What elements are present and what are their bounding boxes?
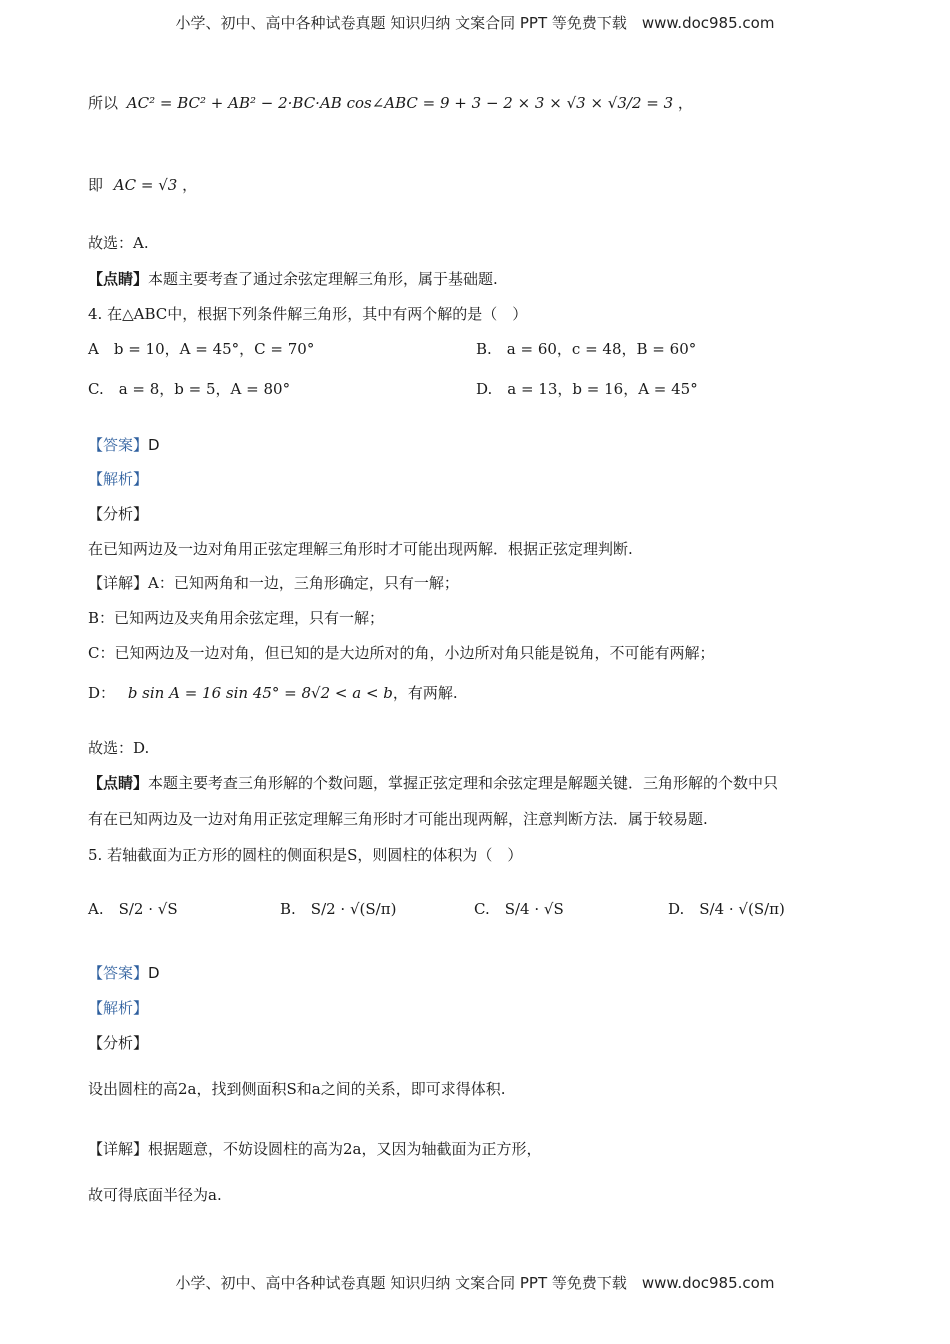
q4-detail-d-prefix: D： xyxy=(88,684,116,702)
q5-detail-2: 故可得底面半径为a. xyxy=(88,1186,222,1204)
q4-detail-d-math: b sin A = 16 sin 45° = 8√2 < a < b xyxy=(127,684,393,702)
q4-answer xyxy=(88,434,160,455)
q4-comment-text-1: 本题主要考查三角形解的个数问题，掌握正弦定理和余弦定理是解题关键．三角形解的个数中只 xyxy=(148,774,779,792)
q4-option-c: C. a = 8，b = 5，A = 80° xyxy=(88,380,291,398)
q5-answer-tag: 【答案】 xyxy=(88,964,149,982)
q5-option-d: D. S/4 · √(S/π) xyxy=(668,900,785,918)
page-header: 小学、初中、高中各种试卷真题 知识归纳 文案合同 PPT 等免费下载 www.doc985.com xyxy=(175,14,775,32)
q5-stem: 5. 若轴截面为正方形的圆柱的侧面积是S，则圆柱的体积为（ ） xyxy=(88,846,523,864)
q3-equation-line: 所以 AC² = BC² + AB² − 2·BC·AB cos∠ABC = 9 + 3 − 2 × 3 × √3 × √3/2 = 3 ， xyxy=(88,93,693,112)
q4-comment xyxy=(88,772,778,793)
q4-detail-a xyxy=(88,572,459,593)
q3-line2-math: AC = √3 xyxy=(113,176,178,194)
q5-detail-1 xyxy=(88,1138,542,1159)
q4-option-d: D. a = 13，b = 16，A = 45° xyxy=(476,380,698,398)
q4-detail-tag: 【详解】 xyxy=(88,574,149,592)
q4-comment-tag: 【点睛】 xyxy=(88,774,149,792)
q5-answer xyxy=(88,962,160,983)
q4-answer-tag: 【答案】 xyxy=(88,436,149,454)
q4-detail-a-text: A：已知两角和一边，三角形确定，只有一解； xyxy=(148,574,459,592)
q3-line1-prefix: 所以 xyxy=(88,94,119,112)
q5-answer-value: D xyxy=(148,964,160,982)
q4-detail-d-suffix: ，有两解. xyxy=(392,684,458,702)
q3-comment-tag: 【点睛】 xyxy=(88,270,149,288)
q3-comment-text: 本题主要考查了通过余弦定理解三角形，属于基础题. xyxy=(148,270,498,288)
q4-choose: 故选：D. xyxy=(88,739,150,757)
q3-result-line: 即 AC = √3 ， xyxy=(88,176,198,194)
q5-option-b: B. S/2 · √(S/π) xyxy=(280,900,397,918)
q4-answer-value: D xyxy=(148,436,160,454)
q3-line2-prefix: 即 xyxy=(88,176,104,194)
page-footer: 小学、初中、高中各种试卷真题 知识归纳 文案合同 PPT 等免费下载 www.doc985.com xyxy=(175,1274,775,1292)
q5-option-c: C. S/4 · √S xyxy=(474,900,564,918)
q3-choose: 故选：A. xyxy=(88,234,149,252)
q5-analysis-tag: 【解析】 xyxy=(88,999,149,1017)
q4-fenxi: 在已知两边及一边对角用正弦定理解三角形时才可能出现两解．根据正弦定理判断. xyxy=(88,540,633,558)
q4-option-b: B. a = 60，c = 48，B = 60° xyxy=(476,340,697,358)
q3-line1-math: AC² = BC² + AB² − 2·BC·AB cos∠ABC = 9 + 3 − 2 × 3 × √3 × √3/2 = 3 xyxy=(126,93,674,112)
q3-comment xyxy=(88,268,498,289)
q4-stem: 4. 在△ABC中，根据下列条件解三角形，其中有两个解的是（ ） xyxy=(88,305,528,323)
q4-option-a: A b = 10，A = 45°，C = 70° xyxy=(88,340,315,358)
q5-fenxi-tag: 【分析】 xyxy=(88,1034,149,1052)
q4-comment-text-2: 有在已知两边及一边对角用正弦定理解三角形时才可能出现两解，注意判断方法．属于较易题. xyxy=(88,810,708,828)
q4-detail-b: B：已知两边及夹角用余弦定理，只有一解； xyxy=(88,609,385,627)
q5-option-a: A. S/2 · √S xyxy=(88,900,178,918)
q4-analysis-tag: 【解析】 xyxy=(88,470,149,488)
q5-detail-1-text: 根据题意，不妨设圆柱的高为2a，又因为轴截面为正方形， xyxy=(148,1140,542,1158)
q4-detail-c: C：已知两边及一边对角，但已知的是大边所对的角，小边所对角只能是锐角，不可能有两解； xyxy=(88,644,715,662)
q4-detail-d xyxy=(88,682,458,703)
q5-fenxi: 设出圆柱的高2a，找到侧面积S和a之间的关系，即可求得体积. xyxy=(88,1080,506,1098)
q4-fenxi-tag: 【分析】 xyxy=(88,505,149,523)
q5-detail-tag: 【详解】 xyxy=(88,1140,149,1158)
